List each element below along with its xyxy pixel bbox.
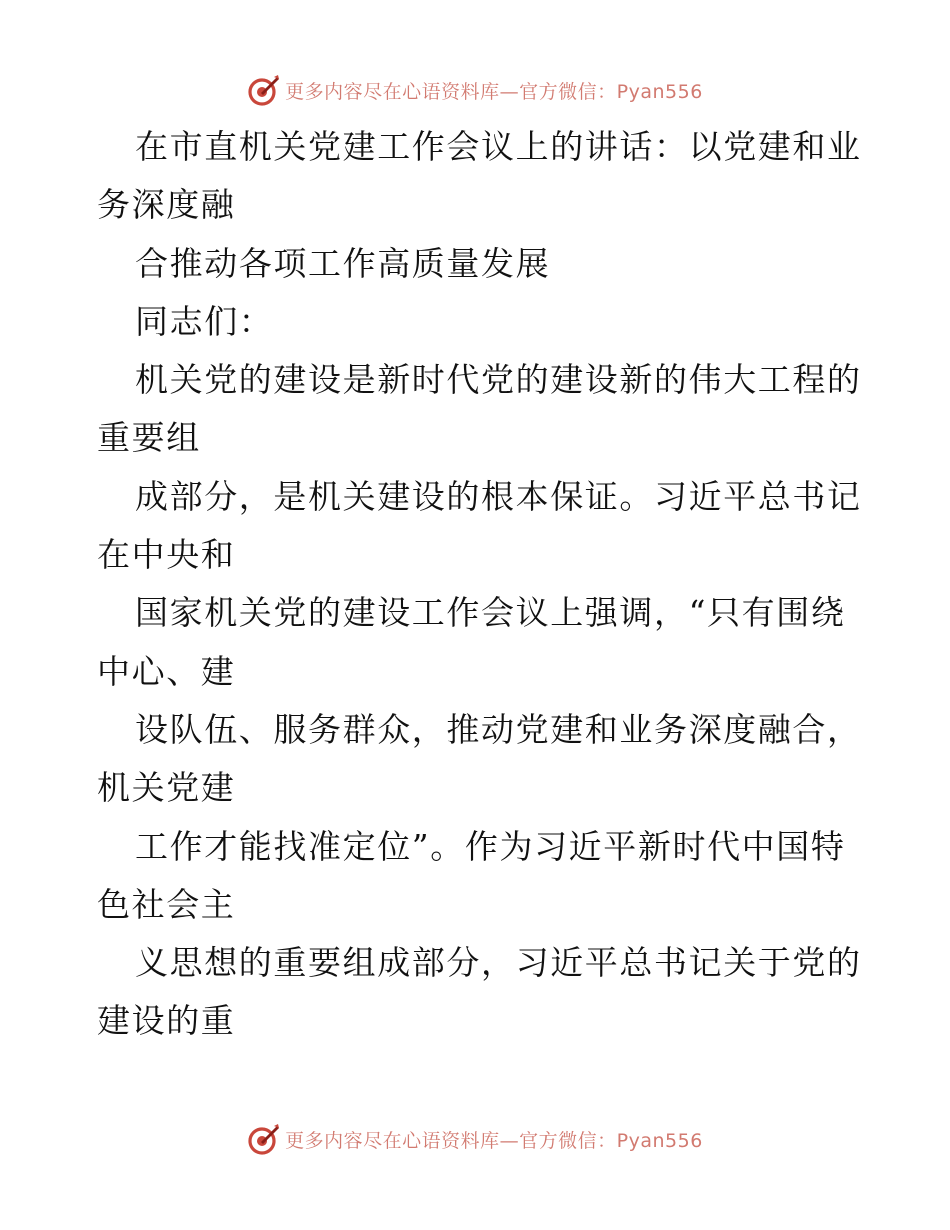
text-line: 建设的重 bbox=[97, 1001, 236, 1041]
banner-text: 更多内容尽在心语资料库—官方微信：Pyan556 bbox=[285, 1129, 703, 1152]
footer-watermark-banner bbox=[0, 1121, 950, 1157]
text-line: 同志们： bbox=[135, 301, 274, 341]
text-line: 中心、建 bbox=[97, 651, 236, 691]
text-line: 机关党的建设是新时代党的建设新的伟大工程的 bbox=[135, 360, 862, 400]
text-line: 机关党建 bbox=[97, 768, 236, 808]
text-line: 合推动各项工作高质量发展 bbox=[135, 243, 551, 283]
text-line: 国家机关党的建设工作会议上强调，“只有围绕 bbox=[135, 593, 846, 633]
text-line: 色社会主 bbox=[97, 884, 236, 924]
text-line: 工作才能找准定位”。作为习近平新时代中国特 bbox=[135, 826, 846, 866]
text-line: 义思想的重要组成部分，习近平总书记关于党的 bbox=[135, 943, 862, 983]
pen-circle-logo-icon bbox=[247, 1122, 281, 1156]
text-line: 重要组 bbox=[97, 418, 201, 458]
header-watermark-banner bbox=[0, 72, 950, 108]
text-line: 设队伍、服务群众，推动党建和业务深度融合， bbox=[135, 709, 862, 749]
text-line: 在中央和 bbox=[97, 535, 236, 575]
text-line: 成部分，是机关建设的根本保证。习近平总书记 bbox=[135, 476, 862, 516]
text-line: 在市直机关党建工作会议上的讲话：以党建和业 bbox=[135, 127, 862, 166]
banner-text: 更多内容尽在心语资料库—官方微信：Pyan556 bbox=[285, 80, 703, 103]
text-line: 务深度融 bbox=[97, 185, 236, 225]
document-body bbox=[97, 118, 862, 1051]
pen-circle-logo-icon bbox=[247, 73, 281, 107]
